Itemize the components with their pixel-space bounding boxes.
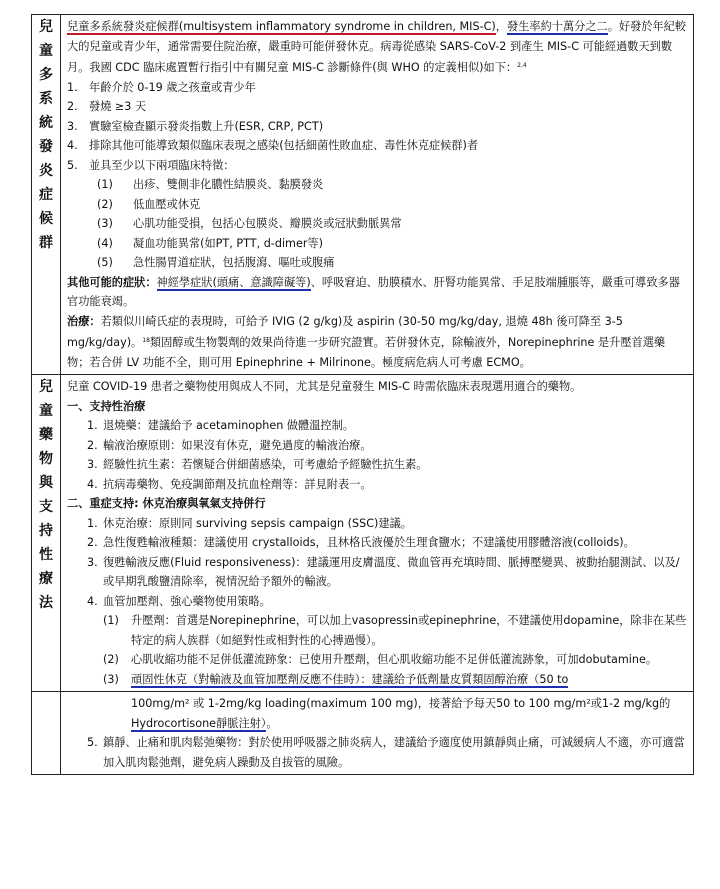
item-number: 1. — [87, 419, 98, 432]
item-text: 出疹、雙側非化膿性結膜炎、黏膜發炎 — [133, 178, 324, 191]
section-body-drugs — [61, 375, 694, 692]
list-item — [67, 670, 687, 690]
label-char: 候 — [39, 211, 53, 227]
steroid-continuation — [67, 694, 687, 733]
supportive-list — [67, 416, 687, 494]
vertical-label — [32, 375, 60, 615]
continuation-body — [61, 692, 694, 775]
item-number: 1. — [87, 516, 98, 530]
item-number: 3. — [87, 458, 98, 471]
item-number: 4. — [87, 594, 98, 608]
list-item — [67, 214, 687, 234]
incidence-highlight: 發生率約十萬分之二 — [507, 20, 608, 33]
list-item — [67, 97, 687, 117]
label-char: 藥 — [39, 427, 53, 443]
hydrocortisone-highlight: Hydrocortisone靜脈注射） — [131, 716, 267, 730]
item-number: (1) — [103, 614, 119, 627]
item-number: (3) — [103, 672, 119, 686]
reference-mark: 2,4 — [517, 62, 527, 69]
label-char: 症 — [39, 187, 53, 203]
treatment-text-b: 類固醇或生物製劑的效果尚待進一步研究證實。若併發休克，除輸液外，Norepinephrine 是升壓首選藥物；若合併 LV 功能不全，則可用 Epinephrine + Milrinone。極度病危病人可考慮 ECMO。 — [67, 336, 666, 369]
label-char: 支 — [39, 499, 53, 515]
item-text: 復甦輸液反應(Fluid responsiveness)：建議運用皮膚溫度、微血管再充填時間、脈搏壓變異、被動抬腿測試、以及/或早期乳酸鹽清除率，視情況給予額外的輸液。 — [103, 555, 680, 588]
item-text: 並具至少以下兩項臨床特徵： — [89, 158, 235, 172]
list-item — [67, 733, 687, 772]
item-number: 2. — [87, 438, 98, 452]
label-char: 童 — [39, 43, 53, 59]
item-text: 血管加壓劑、強心藥物使用策略。 — [103, 594, 271, 608]
label-char: 與 — [39, 475, 53, 491]
item-text: 急性復甦輸液種類：建議使用 crystalloids，且林格氏液優於生理食鹽水；不建議使用膠體溶液(colloids)。 — [103, 536, 635, 549]
list-item — [67, 416, 687, 436]
label-char: 持 — [39, 523, 53, 539]
item-number: 3. — [67, 119, 78, 133]
continuation-text: 100mg/m² 或 1-2mg/kg loading(maximum 100 mg)，接著給予每天50 to 100 mg/m²或1-2 mg/kg的 — [131, 697, 671, 710]
other-symptoms-label: 其他可能的症狀： — [67, 275, 157, 289]
label-char: 群 — [39, 235, 53, 251]
list-item — [67, 117, 687, 137]
item-number: (2) — [97, 197, 113, 211]
label-char: 發 — [39, 139, 53, 155]
item-number: 4. — [87, 477, 98, 491]
item-number: 4. — [67, 139, 78, 152]
item-text: 鎮靜、止痛和肌肉鬆弛藥物：對於使用呼吸器之肺炎病人，建議給予適度使用鎮靜與止痛，可減緩病人不適，亦可適當加入肌肉鬆弛劑，避免病人躁動及自拔管的風險。 — [103, 736, 685, 769]
list-item — [67, 533, 687, 553]
list-item — [67, 156, 687, 176]
treatment-text-a: 若類似川崎氏症的表現時，可給予 IVIG (2 g/kg)及 aspirin (30-50 mg/kg/day, 退燒 48h 後可降至 3-5 mg/kg/day)。 — [67, 314, 623, 349]
item-text: 急性腸胃道症狀，包括腹瀉、嘔吐或腹痛 — [133, 256, 335, 269]
list-item — [67, 195, 687, 215]
item-text: 經驗性抗生素：若懷疑合併細菌感染，可考慮給予經驗性抗生素。 — [103, 458, 428, 471]
item-number: 5. — [67, 158, 78, 172]
label-char: 物 — [39, 451, 53, 467]
label-char: 統 — [39, 115, 53, 131]
item-number: (2) — [103, 653, 119, 666]
mis-c-term: 兒童多系統發炎症候群(multisystem inflammatory syndrome in children, MIS-C) — [67, 20, 496, 33]
label-char: 性 — [39, 547, 53, 563]
comma: ， — [495, 20, 507, 33]
clinical-features-list — [67, 175, 687, 273]
list-item — [67, 175, 687, 195]
list-item — [67, 234, 687, 254]
list-item — [67, 475, 687, 495]
label-char: 法 — [39, 595, 53, 611]
item-number: 5. — [87, 736, 98, 749]
heading-supportive: 一、支持性治療 — [67, 399, 146, 413]
refractory-shock-highlight: 頑固性休克（對輸液及血管加壓劑反應不佳時）：建議給予低劑量皮質類固醇治療（50 to — [131, 672, 569, 686]
section-label-mis-c — [32, 15, 61, 375]
label-char: 療 — [39, 571, 53, 587]
reference-mark: 18 — [142, 337, 150, 344]
severe-list — [67, 514, 687, 612]
list-item — [67, 455, 687, 475]
item-number: (1) — [97, 178, 113, 191]
item-text — [131, 670, 687, 690]
item-number: (4) — [97, 236, 113, 250]
label-char: 兒 — [39, 379, 53, 395]
continuation-label-cell — [32, 692, 61, 775]
intro-text: 。好發於年紀較大的兒童或青少年，通常需要住院治療，嚴重時可能併發休克。病毒從感染 SARS-CoV-2 到產生 MIS-C 可能經過數天到數月。我國 CDC 臨床處置暫行指引中有關兒童 MIS-C 診斷條件(與 WHO 的定義相似)如下： — [67, 20, 687, 74]
list-item — [67, 136, 687, 156]
label-char: 多 — [39, 67, 53, 83]
list-item — [67, 253, 687, 273]
other-symptoms — [67, 273, 687, 312]
item-text: 低血壓或休克 — [133, 197, 201, 211]
period: 。 — [266, 716, 278, 730]
section-body-mis-c — [61, 15, 694, 375]
item-text: 心肌功能受損，包括心包膜炎、瓣膜炎或冠狀動脈異常 — [133, 217, 402, 230]
list-item — [67, 650, 687, 670]
heading-severe: 二、重症支持: 休克治療與氧氣支持併行 — [67, 497, 266, 510]
item-text: 升壓劑：首選是Norepinephrine，可以加上vasopressin或epinephrine，不建議使用dopamine，除非在某些特定的病人族群（如絕對性或相對性的心搏過慢）。 — [131, 614, 687, 647]
item-number: 1. — [67, 80, 78, 94]
item-text: 退燒藥：建議給予 acetaminophen 做體溫控制。 — [103, 419, 354, 432]
guideline-table — [31, 14, 694, 775]
item-number: 2. — [87, 536, 98, 549]
label-char: 炎 — [39, 163, 53, 179]
item-number: (3) — [97, 217, 113, 230]
label-char: 童 — [39, 403, 53, 419]
list-item — [67, 553, 687, 592]
neuro-symptoms-highlight: 神經學症狀(頭痛、意識障礙等) — [156, 275, 311, 289]
item-text: 抗病毒藥物、免疫調節劑及抗血栓劑等：詳見附表一。 — [103, 477, 372, 491]
list-item — [67, 514, 687, 534]
item-text: 凝血功能異常(如PT, PTT, d-dimer等) — [133, 236, 323, 250]
diagnostic-criteria-list — [67, 78, 687, 176]
vertical-label — [32, 15, 60, 255]
item-number: 3. — [87, 555, 98, 569]
drugs-intro: 兒童 COVID-19 患者之藥物使用與成人不同，尤其是兒童發生 MIS-C 時需依臨床表現選用適合的藥物。 — [67, 380, 582, 393]
label-char: 兒 — [39, 19, 53, 35]
label-char: 系 — [39, 91, 53, 107]
list-item — [67, 436, 687, 456]
vasopressor-list — [67, 611, 687, 670]
other-symptoms-text: 、呼吸窘迫、肋膜積水、肝腎功能異常、手足肢端腫脹等，嚴重可導致多器官功能衰竭。 — [67, 275, 680, 308]
treatment-label: 治療： — [67, 314, 101, 328]
list-item — [67, 78, 687, 98]
mis-c-intro — [67, 17, 687, 78]
item-number: 2. — [67, 100, 78, 113]
item-text: 發燒 ≥3 天 — [89, 100, 147, 113]
item-text: 輸液治療原則：如果沒有休克，避免過度的輸液治療。 — [103, 438, 372, 452]
list-item — [67, 592, 687, 612]
item-text: 心肌收縮功能不足併低灌流跡象：已使用升壓劑，但心肌收縮功能不足併低灌流跡象，可加dobutamine。 — [131, 653, 658, 666]
section-label-drugs — [32, 375, 61, 692]
list-item — [67, 611, 687, 650]
treatment-paragraph — [67, 312, 687, 373]
item-text: 排除其他可能導致類似臨床表現之感染(包括細菌性敗血症、毒性休克症候群)者 — [89, 139, 479, 152]
item-number: (5) — [97, 256, 113, 269]
item-text: 休克治療：原則同 surviving sepsis campaign (SSC)建議。 — [103, 516, 412, 530]
item-text: 年齡介於 0-19 歲之孩童或青少年 — [89, 80, 256, 94]
item-text: 實驗室檢查顯示發炎指數上升(ESR, CRP, PCT) — [89, 119, 324, 133]
